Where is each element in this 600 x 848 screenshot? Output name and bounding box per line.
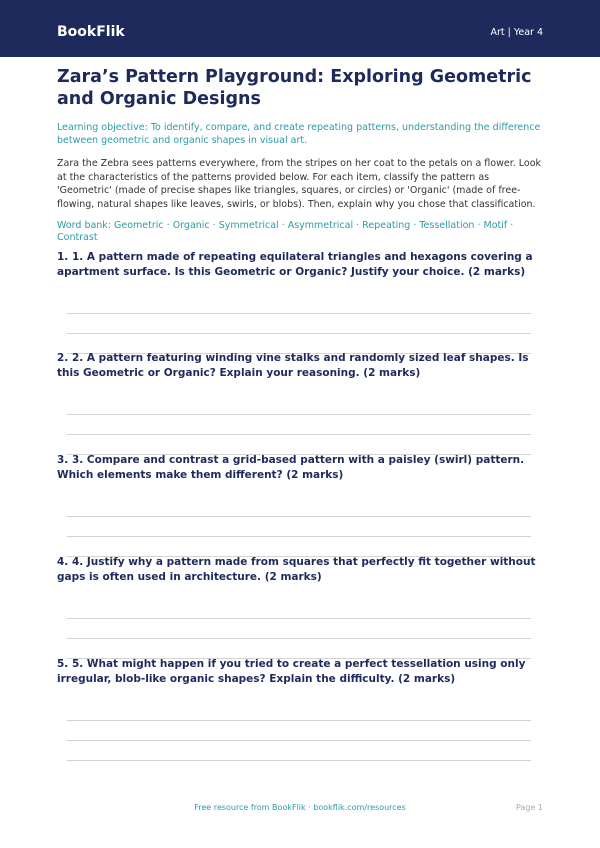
- footer-resource-link[interactable]: Free resource from BookFlik · bookflik.com/resources: [194, 803, 406, 812]
- learning-objective: Learning objective: To identify, compare, and create repeating patterns, understanding the difference between geometric and organic shapes in visual art.: [57, 122, 541, 146]
- brand-logo[interactable]: BookFlik: [57, 24, 125, 40]
- question-3: [57, 453, 543, 483]
- question-4: [57, 555, 543, 585]
- answer-line[interactable]: [67, 638, 531, 639]
- subject-year-label: Art | Year 4: [490, 27, 543, 38]
- question-text: 4. 4. Justify why a pattern made from squares that perfectly fit together without gaps is often used in architecture. (2 marks): [57, 556, 536, 583]
- answer-line[interactable]: [67, 740, 531, 741]
- header-bar: [0, 0, 600, 57]
- question-text: 1. 1. A pattern made of repeating equilateral triangles and hexagons covering a apartment surface. Is this Geometric or Organic? Justify your choice. (2 marks): [57, 251, 533, 278]
- question-1: [57, 250, 543, 280]
- question-text: 5. 5. What might happen if you tried to create a perfect tessellation using only irregular, blob-like organic shapes? Explain the difficulty. (2 marks): [57, 658, 526, 685]
- answer-line[interactable]: [67, 333, 531, 334]
- answer-line[interactable]: [67, 516, 531, 517]
- answer-line[interactable]: [67, 618, 531, 619]
- worksheet-title: Zara’s Pattern Playground: Exploring Geometric and Organic Designs: [57, 67, 532, 109]
- question-2: [57, 351, 543, 381]
- answer-line[interactable]: [67, 536, 531, 537]
- word-bank: Word bank: Geometric · Organic · Symmetrical · Asymmetrical · Repeating · Tessellation · Motif · Contrast: [57, 220, 514, 243]
- answer-line[interactable]: [67, 414, 531, 415]
- answer-line[interactable]: [67, 313, 531, 314]
- answer-line[interactable]: [67, 720, 531, 721]
- answer-line[interactable]: [67, 434, 531, 435]
- question-5: [57, 657, 543, 687]
- page-number: Page 1: [516, 803, 543, 812]
- question-text: 2. 2. A pattern featuring winding vine stalks and randomly sized leaf shapes. Is this Geometric or Organic? Explain your reasoning. (2 marks): [57, 352, 529, 379]
- question-text: 3. 3. Compare and contrast a grid-based pattern with a paisley (swirl) pattern. Which elements make them different? (2 marks): [57, 454, 525, 481]
- intro-paragraph: Zara the Zebra sees patterns everywhere, from the stripes on her coat to the petals on a flower. Look at the characteristics of the patterns provided below. For each item, classify the pattern as 'Geometric' (made of precise shapes like triangles, squares, or circles) or 'Organic' (made of free-flowing, natural shapes like leaves, swirls, or blobs). Then, explain why you chose that classification.: [57, 158, 542, 210]
- answer-line[interactable]: [67, 760, 531, 761]
